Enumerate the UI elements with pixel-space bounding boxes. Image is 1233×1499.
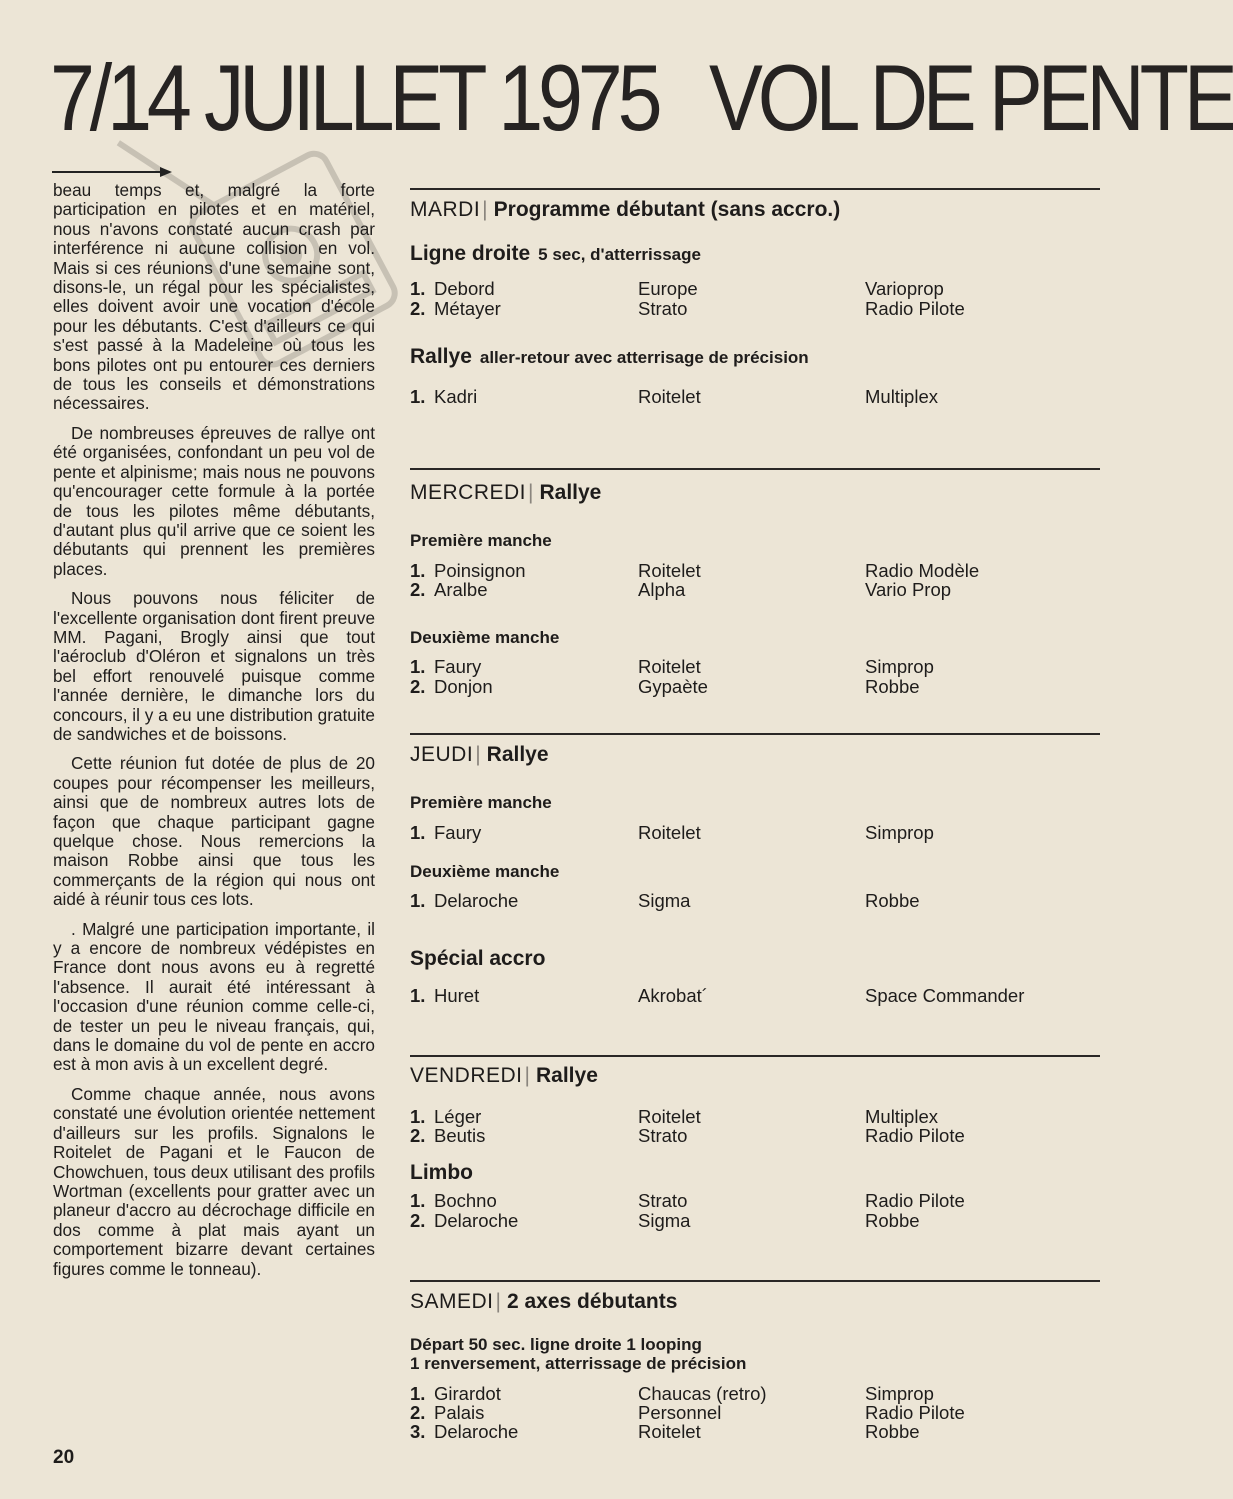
result-model-cell: Europe xyxy=(638,278,698,299)
result-radio-cell: Radio Pilote xyxy=(865,1190,965,1211)
result-model-cell: Sigma xyxy=(638,1210,691,1231)
result-pos-cell: 1. xyxy=(410,822,426,843)
result-pilot-cell: Poinsignon xyxy=(434,560,526,581)
result-row xyxy=(410,986,1100,1006)
page-number: 20 xyxy=(53,1447,75,1468)
section-divider xyxy=(410,1055,1100,1057)
day-label: MERCREDI xyxy=(410,481,527,504)
section-divider xyxy=(410,1280,1100,1282)
day-label: MARDI xyxy=(410,198,481,221)
result-model-cell: Roitelet xyxy=(638,1106,701,1127)
day-heading-mardi: MARDI| Programme débutant (sans accro.) xyxy=(410,198,841,221)
result-model-cell: Roitelet xyxy=(638,822,701,843)
result-pilot-cell: Huret xyxy=(434,985,480,1006)
manche-heading: Deuxième manche xyxy=(410,628,560,647)
manche-heading: Première manche xyxy=(410,531,552,550)
result-radio-cell: Robbe xyxy=(865,1210,920,1231)
section-divider xyxy=(410,468,1100,470)
result-pilot-cell: Bochno xyxy=(434,1190,497,1211)
manche-heading: Deuxième manche xyxy=(410,862,560,881)
event-label: Rallye xyxy=(486,743,549,766)
result-model-cell: Chaucas (retro) xyxy=(638,1383,767,1404)
result-model-cell: Roitelet xyxy=(638,1421,701,1442)
section-divider xyxy=(410,188,1100,190)
day-heading-samedi: SAMEDI| 2 axes débutants xyxy=(410,1290,678,1313)
result-radio-cell: Simprop xyxy=(865,1383,934,1404)
result-pilot-cell: Léger xyxy=(434,1106,482,1127)
subheading: Rallye aller-retour avec atterrisage de précision xyxy=(410,345,809,368)
result-pos-cell: 2. xyxy=(410,1125,426,1146)
article-column xyxy=(53,181,375,1289)
result-pos-cell: 1. xyxy=(410,1190,426,1211)
result-model-cell: Personnel xyxy=(638,1402,722,1423)
subheading: Ligne droite 5 sec, d'atterrissage xyxy=(410,242,701,265)
result-row xyxy=(410,1126,1100,1146)
result-row xyxy=(410,823,1100,843)
result-pilot-cell: Palais xyxy=(434,1402,485,1423)
result-model-cell: Alpha xyxy=(638,579,686,600)
result-pos-cell: 1. xyxy=(410,560,426,581)
article-paragraph: Nous pouvons nous féliciter de l'excellente organisation dont firent preuve MM. Pagani, Brogly ainsi que tout l'aéroclub d'Oléron et signalons un très bel effort renouvelé puisque comme l'année dernière, le dimanche lors du concours, il y a eu une distribution gratuite de sandwiches et de boissons. xyxy=(53,588,375,744)
section-divider xyxy=(410,733,1100,735)
result-model-cell: Roitelet xyxy=(638,386,701,407)
result-row xyxy=(410,299,1100,319)
subheading: Limbo xyxy=(410,1161,473,1184)
result-radio-cell: Radio Modèle xyxy=(865,560,980,581)
event-label: Rallye xyxy=(539,481,602,504)
result-pilot-cell: Donjon xyxy=(434,676,493,697)
result-pos-cell: 2. xyxy=(410,298,426,319)
result-radio-cell: Simprop xyxy=(865,656,934,677)
page-title xyxy=(50,45,1233,150)
day-heading-vendredi: VENDREDI| Rallye xyxy=(410,1064,598,1087)
result-radio-cell: Simprop xyxy=(865,822,934,843)
result-pos-cell: 2. xyxy=(410,1210,426,1231)
result-pilot-cell: Faury xyxy=(434,822,482,843)
result-pilot-cell: Debord xyxy=(434,278,495,299)
event-label: Rallye xyxy=(536,1064,598,1087)
result-pos-cell: 3. xyxy=(410,1421,426,1442)
day-label: JEUDI xyxy=(410,743,474,766)
result-model-cell: Gypaète xyxy=(638,676,708,697)
result-pos-cell: 2. xyxy=(410,579,426,600)
result-pos-cell: 1. xyxy=(410,278,426,299)
result-pilot-cell: Faury xyxy=(434,656,482,677)
result-radio-cell: Robbe xyxy=(865,676,920,697)
result-pos-cell: 1. xyxy=(410,386,426,407)
article-paragraph: Cette réunion fut dotée de plus de 20 coupes pour récompenser les meilleurs, ainsi que de nombreux autres lots de façon que chaque participant gagne quelque chose. Nous remercions la maison Robbe ainsi que tous les commerçants de la région qui nous ont aidé à réunir tous ces lots. xyxy=(53,753,375,910)
result-model-cell: Sigma xyxy=(638,890,691,911)
result-radio-cell: Robbe xyxy=(865,1421,920,1442)
result-radio-cell: Radio Pilote xyxy=(865,1125,965,1146)
result-pos-cell: 1. xyxy=(410,890,426,911)
event-label: 2 axes débutants xyxy=(506,1290,678,1313)
result-row xyxy=(410,1211,1100,1231)
title-date: 7/14 JUILLET 1975 xyxy=(50,45,658,150)
title-topic: VOL DE PENTE xyxy=(709,45,1233,150)
result-model-cell: Strato xyxy=(638,1190,688,1211)
result-row xyxy=(410,279,1100,299)
result-pos-cell: 1. xyxy=(410,1106,426,1127)
result-radio-cell: Vario Prop xyxy=(865,579,952,600)
result-row xyxy=(410,387,1100,407)
manche-heading: Première manche xyxy=(410,793,552,812)
arrow-right-icon xyxy=(52,165,172,179)
result-model-cell: Strato xyxy=(638,298,688,319)
result-radio-cell: Space Commander xyxy=(865,985,1025,1006)
result-radio-cell: Robbe xyxy=(865,890,920,911)
result-row xyxy=(410,1107,1100,1127)
result-pos-cell: 1. xyxy=(410,985,426,1006)
event-label: Programme débutant (sans accro.) xyxy=(493,198,841,221)
result-pilot-cell: Kadri xyxy=(434,386,478,407)
result-row xyxy=(410,891,1100,911)
result-pos-cell: 2. xyxy=(410,1402,426,1423)
result-pos-cell: 1. xyxy=(410,1383,426,1404)
event-note: Départ 50 sec. ligne droite 1 looping xyxy=(410,1335,702,1354)
result-radio-cell: Varioprop xyxy=(865,278,944,299)
result-row xyxy=(410,1191,1100,1211)
result-row xyxy=(410,561,1100,581)
result-pos-cell: 1. xyxy=(410,656,426,677)
result-pilot-cell: Aralbe xyxy=(434,579,488,600)
event-note: 1 renversement, atterrissage de précision xyxy=(410,1354,747,1373)
article-paragraph: Comme chaque année, nous avons constaté une évolution orientée nettement d'ailleurs sur les profils. Signalons le Roitelet de Pagani et le Faucon de Chowchuen, tous deux utilisant des profils Wortman (excellents pour gratter avec un planeur d'accro au décrochage difficile en dos comme à plat mais ayant un comportement bizarre devant certaines figures comme le tonneau). xyxy=(53,1083,375,1279)
result-pos-cell: 2. xyxy=(410,676,426,697)
result-pilot-cell: Delaroche xyxy=(434,1210,519,1231)
day-label: SAMEDI xyxy=(410,1290,494,1313)
result-model-cell: Akrobat´ xyxy=(638,985,708,1006)
result-radio-cell: Multiplex xyxy=(865,386,938,407)
result-row xyxy=(410,1403,1100,1423)
result-model-cell: Roitelet xyxy=(638,656,701,677)
result-model-cell: Strato xyxy=(638,1125,688,1146)
day-label: VENDREDI xyxy=(410,1064,523,1087)
result-row xyxy=(410,580,1100,600)
day-heading-mercredi: MERCREDI| Rallye xyxy=(410,481,602,504)
result-radio-cell: Radio Pilote xyxy=(865,298,965,319)
result-row xyxy=(410,1422,1100,1442)
result-row xyxy=(410,1384,1100,1404)
article-paragraph: . Malgré une participation importante, il y a encore de nombreux védépistes en France dont nous avons eu à regretté l'absence. Il aurait été intéressant à l'occasion d'une réunion comme celle-ci, de tester un peu le niveau français, qui, dans le domaine du vol de pente en accro est à mon avis à un excellent degré. xyxy=(53,918,375,1075)
subheading: Spécial accro xyxy=(410,947,546,970)
result-pilot-cell: Delaroche xyxy=(434,1421,519,1442)
result-pilot-cell: Métayer xyxy=(434,298,501,319)
article-paragraph: beau temps et, malgré la forte participation en pilotes et en matériel, nous n'avons constaté aucun crash par interférence ni aucune collision en vol. Mais si ces réunions d'une semaine sont, disons-le, un régal pour les spécialistes, elles doivent avoir une vocation d'école pour les débutants. C'est d'ailleurs ce qui s'est passé à la Madeleine où tous les bons pilotes ont pu entourer ces derniers de tous les conseils et démonstrations nécessaires. xyxy=(53,180,375,414)
result-row xyxy=(410,677,1100,697)
result-pilot-cell: Girardot xyxy=(434,1383,501,1404)
day-heading-jeudi: JEUDI| Rallye xyxy=(410,743,549,766)
result-model-cell: Roitelet xyxy=(638,560,701,581)
result-pilot-cell: Beutis xyxy=(434,1125,486,1146)
result-pilot-cell: Delaroche xyxy=(434,890,519,911)
result-row xyxy=(410,657,1100,677)
result-radio-cell: Radio Pilote xyxy=(865,1402,965,1423)
result-radio-cell: Multiplex xyxy=(865,1106,938,1127)
article-paragraph: De nombreuses épreuves de rallye ont été organisées, confondant un peu vol de pente et alpinisme; mais nous ne pouvons qu'encourager cette formule à la portée de tous les pilotes même débutants, d'autant plus qu'il arrive que ce soient les débutants qui prennent les premières places. xyxy=(53,422,375,579)
